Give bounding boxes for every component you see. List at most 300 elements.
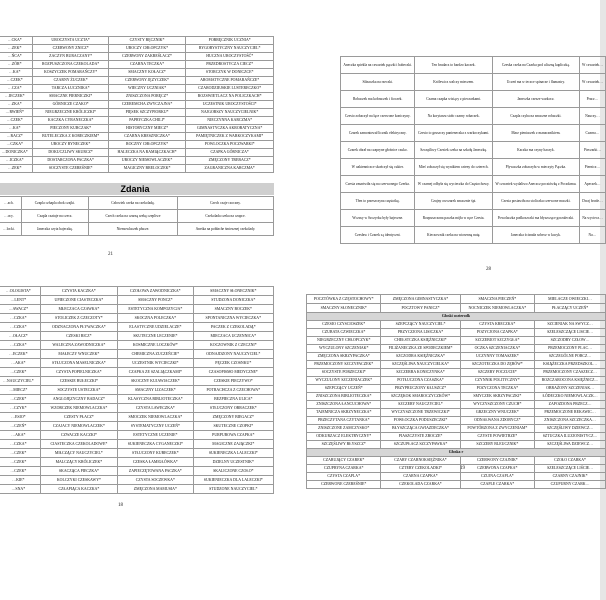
table-cell: W czwartek… <box>579 74 605 91</box>
table-row <box>307 465 606 473</box>
table-cell: Niemowlaczek płacze. <box>88 223 177 236</box>
table-cell: POBRĘCZNIK UCZNIA* <box>186 37 274 45</box>
table-cell: …CZEK* <box>0 458 40 467</box>
table-cell: STŁUCZONY KUBECZEK* <box>118 449 193 458</box>
table-row <box>0 197 274 210</box>
table-cell: OBRAŻONY SZCZENIAK… <box>535 385 606 393</box>
table-cell: SZCZERY POCZUCIE* <box>460 369 535 377</box>
table-cell: UCZESTNIK WYCIECZKI* <box>118 359 193 368</box>
table-cell: POWTÓRZONA Z ZWYCZENIAM* <box>460 425 535 433</box>
table-cell: PŁACZĄCY UCZEŃ* <box>535 304 606 313</box>
table-cell: CZOŁO CZARKA* <box>535 457 606 465</box>
table-cell: Czapla czhapla obok czajki. <box>21 197 88 210</box>
table-cell: UROCZYSTA UCZTA* <box>33 37 108 45</box>
table-row <box>307 473 606 481</box>
table-cell: PRZEMOCZONY SZCZYPACZEK* <box>307 361 381 369</box>
table-cell: CZARNY ŻUCZEK* <box>33 77 108 85</box>
table-cell: CZYNNIK POLITYCZNY* <box>460 377 535 385</box>
table-row <box>0 69 274 77</box>
table-row <box>0 386 274 395</box>
table-cell: Silnaczka na rzeczki. <box>341 74 415 91</box>
table-cell: Kieczownik czeka na wiosenną nutę. <box>415 227 493 244</box>
table-cell: …CZEK* <box>0 368 40 377</box>
table-cell: …MIECZ* <box>0 386 40 395</box>
table-cell: Czekolada czeka na czapce. <box>177 210 273 223</box>
table-cell: Nauczy… <box>579 108 605 125</box>
table-row <box>0 404 274 413</box>
table-cell: ZNISZCZONA ŁANCUCHOWA* <box>307 401 381 409</box>
table-cell: ŁÓDECZKO NIEMOWLACZK… <box>535 393 606 401</box>
table-cell: STUDZONA DONICZKA* <box>193 296 273 305</box>
table-cell: Czech czeka na czarną rzekę czepliwe <box>88 210 177 223</box>
table-cell: ROZSWIETLACZ NA POLICZKACH* <box>186 93 274 101</box>
table-cell: ESTETYCZNA KOMPOZYCJA* <box>118 305 193 314</box>
table-cell: Anetka na pobłache śmiesznej czekolady. <box>177 223 273 236</box>
table-cell: SUKIENECZKA CYGANECZKI* <box>118 440 193 449</box>
table-cell: Pracz… <box>579 91 605 108</box>
table-cell: DZIELNY UCZESTNIK* <box>193 458 273 467</box>
table-row <box>307 295 606 304</box>
table-cell: Robaczek ma kobraczek i fioczek. <box>341 91 415 108</box>
table-cell: Czapla czatuje na czecz. <box>21 210 88 223</box>
table-cell: Czesio zobaczył na łące czerwone koniczyny. <box>341 108 415 125</box>
table-cell: MALCZĄCY KRÓLICZEK* <box>40 458 117 467</box>
table-row <box>307 409 606 417</box>
table-cell: Uczeń ma w teczce spinacze i flamastry. <box>492 74 579 91</box>
table-cell: …ECZEK* <box>0 350 40 359</box>
phrase-table <box>306 294 606 489</box>
table-cell: WALECZNA ZAWODNICZKA* <box>40 341 117 350</box>
table-cell: Czesław i Czarek są identyczni. <box>341 227 415 244</box>
table-cell: CZERWONY ZAKREŚLACZ* <box>108 53 186 61</box>
table-cell: KOLCZYKI CZESKAWY* <box>40 476 117 485</box>
table-cell: PIĘSEK SZCZYPIORKU* <box>108 109 186 117</box>
table-cell: SOCZYSTE USTECZKA* <box>40 386 117 395</box>
page-number: 19 <box>460 466 465 471</box>
phrase-table <box>0 36 274 173</box>
table-row <box>341 210 606 227</box>
table-row <box>0 395 274 404</box>
table-row <box>307 321 606 329</box>
table-cell: STŁUCZONA MASELNICZKA* <box>40 359 117 368</box>
table-cell: NOCNICZEK NIEMOWLACZKA* <box>460 304 535 313</box>
table-cell: CZYSTA POPIELNICZKA* <box>40 368 117 377</box>
table-row <box>0 53 274 61</box>
table-cell: PRZYPRUCZONY KŁUSZCZ* <box>381 385 460 393</box>
table-cell: SMACZNY LIZACZEK* <box>118 386 193 395</box>
table-cell: KOSMICZNE LOCZKÓW* <box>118 341 193 350</box>
table-cell: PRZECZYTANA CZYTANKA* <box>307 417 381 425</box>
table-cell: NAJGORSZY NAUCZYCIELNIK* <box>186 109 274 117</box>
table-cell: CZYSTA KRECZKA* <box>460 321 535 329</box>
table-cell: SZCZERBA KONICZYNKA* <box>381 369 460 377</box>
table-cell: SUKIENECZKA LALECZKI* <box>193 449 273 458</box>
table-cell: …CZA* <box>0 85 33 93</box>
table-cell: …RWIEŃ* <box>0 109 33 117</box>
table-cell: W czwartek wydaliwo Aneczcz pocztówkę z Poczdamu. <box>492 176 579 193</box>
table-cell: POTRACHCZA Z CZECHOWA* <box>193 386 273 395</box>
table-cell: BEZPIECZNA ULICA* <box>193 395 273 404</box>
table-cell: CZERWONY JĘZYCZEK* <box>108 77 186 85</box>
table-cell: ZAGRANICZNA KARCZMA* <box>186 165 274 173</box>
table-row <box>307 361 606 369</box>
section-header: Głoska r <box>307 449 606 457</box>
table-cell: …OLOGISTA* <box>0 287 40 296</box>
table-cell: WYCZULONY SZCZENIAK* <box>307 345 381 353</box>
table-cell: PAMIĘTNICZEK Z WARKOCZYKAMI* <box>186 133 274 141</box>
table-cell: CZARNA CZAPKA* <box>381 473 460 481</box>
table-cell: …CZEK* <box>0 395 40 404</box>
table-cell: ZNISZCZONA SZCZECZKA… <box>535 417 606 425</box>
table-cell: HALECZKA NA RAMIĄCZKACH* <box>108 149 186 157</box>
table-cell: …ICZKA* <box>0 157 33 165</box>
table-cell: CZARNY CZAJNIK* <box>535 473 606 481</box>
table-cell: CZESKIE BUŁECZKI* <box>40 377 117 386</box>
table-cell: SMACZNY SŁONECZNIK* <box>307 304 381 313</box>
table-cell: SZELESZCZĄCE LISCIE… <box>535 329 606 337</box>
table-row <box>0 165 274 173</box>
sentence-table <box>0 196 274 236</box>
table-cell: PĘCZEK CZOSNKU* <box>193 359 273 368</box>
table-row <box>0 332 274 341</box>
table-cell: …CKA* <box>0 37 33 45</box>
table-cell: …CZKA* <box>0 314 40 323</box>
table-cell: CZESKIE PIECZYWO* <box>193 377 273 386</box>
table-cell: SZCZĘKOK SMAROCZYCZKÓW* <box>381 393 460 401</box>
table-cell: TAJEMNICZA SKRZYNECZKA* <box>307 409 381 417</box>
table-cell: SZCZERY BLEUCZNIK* <box>460 441 535 449</box>
table-cell: NIEGRZECZNE KRÓLICZKI* <box>33 109 108 117</box>
table-cell: ZAPIECZĘTOWANA PACZKA* <box>118 467 193 476</box>
table-row <box>341 159 606 176</box>
table-row <box>341 176 606 193</box>
table-cell: CZAPLE CZARKA* <box>460 481 535 489</box>
table-cell: SKOCZNY KUJAWIACZEK* <box>118 377 193 386</box>
table-cell: SMACZNY KOŁACZ* <box>108 69 186 77</box>
table-row <box>0 305 274 314</box>
table-cell: Plywaczka zobaczyła w mieczyty Pączka. <box>492 159 579 176</box>
table-row <box>0 368 274 377</box>
table-cell: UCZESTNIK UROCZYSTOŚCI* <box>186 101 274 109</box>
table-cell: Czarna… <box>579 125 605 142</box>
table-cell: CZYSTA LAWECZKA* <box>118 404 193 413</box>
zdania-heading: Zdania <box>0 183 274 195</box>
table-cell: ZNISZCZONE ZAMCZYSKO* <box>307 425 381 433</box>
table-cell: SMYCZEK SKRZYPACZKI* <box>460 393 535 401</box>
table-cell: …CZEK* <box>0 467 40 476</box>
table-row <box>0 341 274 350</box>
table-row <box>307 337 606 345</box>
table-cell: SZEPCZĄCY UCZEŃ* <box>307 385 381 393</box>
table-cell: MAGICZNY BRELOCZEK* <box>108 165 186 173</box>
table-cell: SZCZĘŚLIWY DZIEWCZ… <box>535 425 606 433</box>
table-cell: CZYSTA KACZKA* <box>40 287 117 296</box>
table-cell: Czujny owczarek smacznie śpi. <box>415 193 493 210</box>
table-cell: …DONICZKA* <box>0 149 33 157</box>
table-row <box>0 467 274 476</box>
sentence-table <box>340 56 606 244</box>
table-cell: GÓRNICZE CZAKO* <box>33 101 108 109</box>
table-row <box>341 91 606 108</box>
table-cell: Rozpuszczona paczka mijła w ręce Czesia. <box>415 210 493 227</box>
table-cell: Człowiek czeka na czekoladę. <box>88 197 177 210</box>
table-cell: ROCZNY CHŁOPCZYK* <box>108 141 186 149</box>
table-cell: CZŁAPIĄCA KACZKA* <box>40 485 117 494</box>
table-cell: FILIŻANECZKA ZE SPODECZKIEM* <box>381 345 460 353</box>
table-cell: …KA* <box>0 69 33 77</box>
section-header-row <box>307 313 606 321</box>
table-cell: …OŁACZ* <box>0 332 40 341</box>
table-cell: CZASOPISMO MEDYCZNE* <box>193 368 273 377</box>
table-cell: UPIECZONE CIASTECZKA* <box>40 296 117 305</box>
section-header-row <box>307 449 606 457</box>
table-cell: …ZKA* <box>0 101 33 109</box>
table-cell: Pieczarki… <box>579 142 605 159</box>
table-cell: WYCZULONY SZCZENIACZEK* <box>307 377 381 385</box>
table-cell: …AKA* <box>0 431 40 440</box>
table-cell: ODZNACZONA PŁYWACZKA* <box>40 323 117 332</box>
table-cell: UROCZY NIEMOWLACZEK* <box>108 157 186 165</box>
table-cell: ZACZYN BURACZANY* <box>33 53 108 61</box>
table-cell: SZCZEBIOT SZCZYGŁA* <box>460 337 535 345</box>
table-cell: …CZKA* <box>0 440 40 449</box>
table-row <box>0 149 274 157</box>
table-cell: Janeczka czyta bajeczkę. <box>21 223 88 236</box>
table-cell: SZCZĘŚLIWA DZIEWCZ… <box>535 441 606 449</box>
table-cell: SUKIENIECZKA DLA LALECZKI* <box>193 476 273 485</box>
table-cell: …CZEK* <box>0 449 40 458</box>
table-cell: BŁYSZCZĄCA GWIAZDECZKA* <box>381 425 460 433</box>
table-cell: TARCZA ŁUCZNIKA* <box>33 85 108 93</box>
table-cell: WZORCZEK NIEMOWLACZKA* <box>40 404 117 413</box>
table-cell: CZARNA KRESZNICZKA* <box>108 133 186 141</box>
table-cell: …LENT* <box>0 296 40 305</box>
table-cell: W oakienniczce skończył się cukier. <box>341 159 415 176</box>
table-row <box>0 45 274 53</box>
table-cell: Mieć zobaczył się wynikiem czteny do czterech. <box>415 159 493 176</box>
table-cell: GRZECZNY WNUCZEK* <box>460 409 535 417</box>
table-row <box>0 458 274 467</box>
table-cell: CHEŁSTCZKA KSIĘŻNICZKI* <box>381 337 460 345</box>
table-cell: Kaczka ma czyny haczyk. <box>492 142 579 159</box>
table-cell: CZUPRYNA CZARKA* <box>307 465 381 473</box>
table-cell: KACZKA CYRANECZKA* <box>33 117 108 125</box>
page-28 <box>300 0 603 300</box>
table-row <box>0 422 274 431</box>
table-cell: CZYSTA CZAPLA* <box>307 473 381 481</box>
table-row <box>341 57 606 74</box>
table-cell: …KIE* <box>0 476 40 485</box>
table-row <box>341 142 606 159</box>
table-cell: Piernicz… <box>579 159 605 176</box>
table-cell: MIECZACA UCZENNICA* <box>193 332 273 341</box>
table-cell: PRZEMOCZONY CZASZECZ… <box>535 369 606 377</box>
table-row <box>341 193 606 210</box>
table-row <box>0 440 274 449</box>
table-cell: SZCZERY NAUCZYCIEL* <box>381 401 460 409</box>
table-row <box>307 481 606 489</box>
table-cell: Janeczka czesze warkocz. <box>492 91 579 108</box>
table-cell: CZAJACY NIEMOWLACZEK* <box>40 422 117 431</box>
table-row <box>341 74 606 91</box>
table-row <box>0 413 274 422</box>
table-row <box>0 287 274 296</box>
table-cell: …CZKA* <box>0 323 40 332</box>
table-cell: POWŁOCZKA PODUSZECZKI* <box>381 417 460 425</box>
table-row <box>307 329 606 337</box>
page-18 <box>0 288 300 600</box>
table-row <box>0 449 274 458</box>
table-cell: …KA* <box>0 125 33 133</box>
table-cell: CZYSTE POWIETRZE* <box>460 433 535 441</box>
table-cell: …AKA* <box>0 359 40 368</box>
table-row <box>0 61 274 69</box>
table-cell: SKUTECZNE CZOPKI* <box>193 422 273 431</box>
table-cell: …RACZ* <box>0 133 33 141</box>
table-cell: Wczasy w Szczyrku były bajeczne. <box>341 210 415 227</box>
table-row <box>0 93 274 101</box>
table-row <box>341 108 606 125</box>
table-cell: …IECZEK* <box>0 93 33 101</box>
table-cell: ELASTYCZNE UDZIELACZE* <box>118 323 193 332</box>
table-cell: KOSZYCZEK POMARAŃCZY* <box>33 69 108 77</box>
table-cell: Czech czaje czoczny. <box>177 197 273 210</box>
table-row <box>0 476 274 485</box>
table-row <box>0 109 274 117</box>
table-row <box>0 485 274 494</box>
table-row <box>341 125 606 142</box>
table-cell: RYGORYSTYCZNY NAUCZYCIEL* <box>186 45 274 53</box>
table-cell: CIASTECZKA CZEKOLADOWE* <box>40 440 117 449</box>
table-cell: Powolaczka podkoszczki ma błyszczące gorzaleczki. <box>492 210 579 227</box>
table-cell: SZEPCZĄCY NAUCZYCIEL* <box>381 321 460 329</box>
table-cell: …ŃCA* <box>0 53 33 61</box>
table-cell: STORCZYK W DONICZCE* <box>186 69 274 77</box>
table-cell: SMACZNY BOCZEK* <box>193 305 273 314</box>
table-cell: …ocy. <box>0 210 21 223</box>
table-cell: NIEGRZECZNY CHŁOPCZYK* <box>307 337 381 345</box>
table-cell: POWLOCZKA POCZWARKI* <box>186 141 274 149</box>
table-cell: Na wyciecz… <box>579 210 605 227</box>
table-cell: Marz pieniaczek z manacznikiem. <box>492 125 579 142</box>
table-cell: …CZEK* <box>0 77 33 85</box>
table-cell: SZCZUPŁACZ SZCZYPAWKA* <box>381 441 460 449</box>
table-cell: WIECZNY UCZNIAK* <box>108 85 186 93</box>
table-cell: SZELESZCZĄCE LIŚCIE… <box>535 465 606 473</box>
table-cell: CZESIO CZYSCIOSZEK* <box>307 321 381 329</box>
table-cell: Czesia zmartwiła się na czerwonego Czerka. <box>341 176 415 193</box>
table-cell: MŁECZACA CZAWKA* <box>40 305 117 314</box>
table-cell: ZMĘCZONA MAMUSIA* <box>118 485 193 494</box>
table-cell: SZCIENIAK NA SWYCZ… <box>535 321 606 329</box>
table-cell: CZWACZE KACZKI* <box>40 431 117 440</box>
table-cell: MIELACZE OWIECZKI… <box>535 295 606 304</box>
table-cell: ROZPUSZCZONA CZEKOLADA* <box>33 61 108 69</box>
table-cell: Janeczka ścisnała sobecz w kucyk. <box>492 227 579 244</box>
table-cell: PAPRYCZKA CHILI* <box>108 117 186 125</box>
table-cell: …SNA* <box>0 485 40 494</box>
page-21 <box>0 0 300 300</box>
table-cell: HUCZNA UROCZYSTOŚĆ* <box>186 53 274 61</box>
table-cell: SZCZODRY CZŁOW… <box>535 337 606 345</box>
table-cell: DOSTARCZONA PACZKA* <box>33 157 108 165</box>
table-cell: PIECZONY KURCZAK* <box>33 125 108 133</box>
table-cell: CZESTY PŁACZ* <box>40 413 117 422</box>
table-cell: Aneczka spiekla na czwartek pączki i babeczki. <box>341 57 415 74</box>
table-cell: CZERWONY ZNICZ* <box>33 45 108 53</box>
table-cell: ODNAJDZONY NAUCZYCIEL* <box>193 350 273 359</box>
table-row <box>307 385 606 393</box>
table-row <box>0 157 274 165</box>
table-cell: CZERWONE CZEREŚNIE* <box>307 481 381 489</box>
table-cell: CZARUJĄCY CZAREK* <box>307 457 381 465</box>
table-cell: PRZEMOCZONE REKAWIC… <box>535 409 606 417</box>
table-row <box>307 425 606 433</box>
table-cell: ZMĘCZONY BIEGACZ* <box>193 413 273 422</box>
table-row <box>0 141 274 149</box>
table-cell: STUDZONE NAUCZYCIEL* <box>193 485 273 494</box>
table-cell: POCZTOWY PANICZ* <box>381 304 460 313</box>
table-row <box>307 393 606 401</box>
table-cell: ODKURZACZ ELEKTRYCZNY* <box>307 433 381 441</box>
table-cell: CZERWONA CZAPKA* <box>460 465 535 473</box>
table-cell: SKACZĄCA PIECZKA* <box>40 467 117 476</box>
table-row <box>341 227 606 244</box>
table-cell: CZESKI BICZ* <box>40 332 117 341</box>
table-cell: DOKUCZLIWY SKURCZ* <box>33 149 108 157</box>
table-cell: CZYSTA SOCZEWKA* <box>118 476 193 485</box>
table-cell: Czarek obrał na czapryne głośnice czuko. <box>341 142 415 159</box>
table-cell: SZCZEGÓLNE PORCZ… <box>535 353 606 361</box>
table-cell: ESTETYCZNE UCZENIE* <box>118 431 193 440</box>
table-cell: Na korytarzu stoło czarny robaczek. <box>415 108 493 125</box>
table-cell: Apeczek… <box>579 176 605 193</box>
table-cell: SOCZYSTE PORZECZKI* <box>307 369 381 377</box>
page-19 <box>300 296 600 600</box>
table-cell: STOLICZEK Z CZECZOTY* <box>40 314 117 323</box>
table-cell: Tłen to przeszczyna częstotkę. <box>341 193 415 210</box>
table-cell: KSIĄŻECZKA PRZEDSZKOL… <box>535 361 606 369</box>
table-cell: SZCZODRA KSIĘŻNICZKA* <box>381 353 460 361</box>
table-cell: SMACZNA PIECZEŃ* <box>460 295 535 304</box>
table-cell: SKUTECZNE LECZENIE* <box>118 332 193 341</box>
table-cell: CZOŁOWA ZAWODNICZKA* <box>118 287 193 296</box>
page-number: 18 <box>118 503 123 508</box>
table-cell: CZYSTY BĘCZNIK* <box>108 37 186 45</box>
table-row <box>307 345 606 353</box>
table-row <box>0 117 274 125</box>
table-row <box>307 441 606 449</box>
table-cell: POZYCZONA TECZKA* <box>460 385 535 393</box>
table-cell: W czwartek… <box>579 57 605 74</box>
table-row <box>0 431 274 440</box>
table-cell: Czesio to gruszczy panieneczka z warkoczykami. <box>415 125 493 142</box>
table-cell: Czeska czeka na Czarka pod uliczną kapliczką. <box>492 57 579 74</box>
table-row <box>0 359 274 368</box>
table-cell: SKALICZONE CZOŁO* <box>193 467 273 476</box>
table-cell: ANGLOJĘZYCZNY BADACZ* <box>40 395 117 404</box>
table-cell: ZMĘCZONY TREBACZ* <box>186 157 274 165</box>
table-cell: SMACZNE PIERNICZKI* <box>33 93 108 101</box>
table-cell: …CZYK* <box>0 404 40 413</box>
table-cell: CZUJNA CZAPLA* <box>460 473 535 481</box>
table-cell: ZAPOZDONA PRZECZ… <box>535 401 606 409</box>
table-row <box>307 417 606 425</box>
table-cell: SZCZĘŚLIWY BŁYSZCZ* <box>307 441 381 449</box>
table-cell: KLASYCZNA BIBLIOTECZKA* <box>118 395 193 404</box>
table-row <box>0 350 274 359</box>
table-row <box>307 377 606 385</box>
